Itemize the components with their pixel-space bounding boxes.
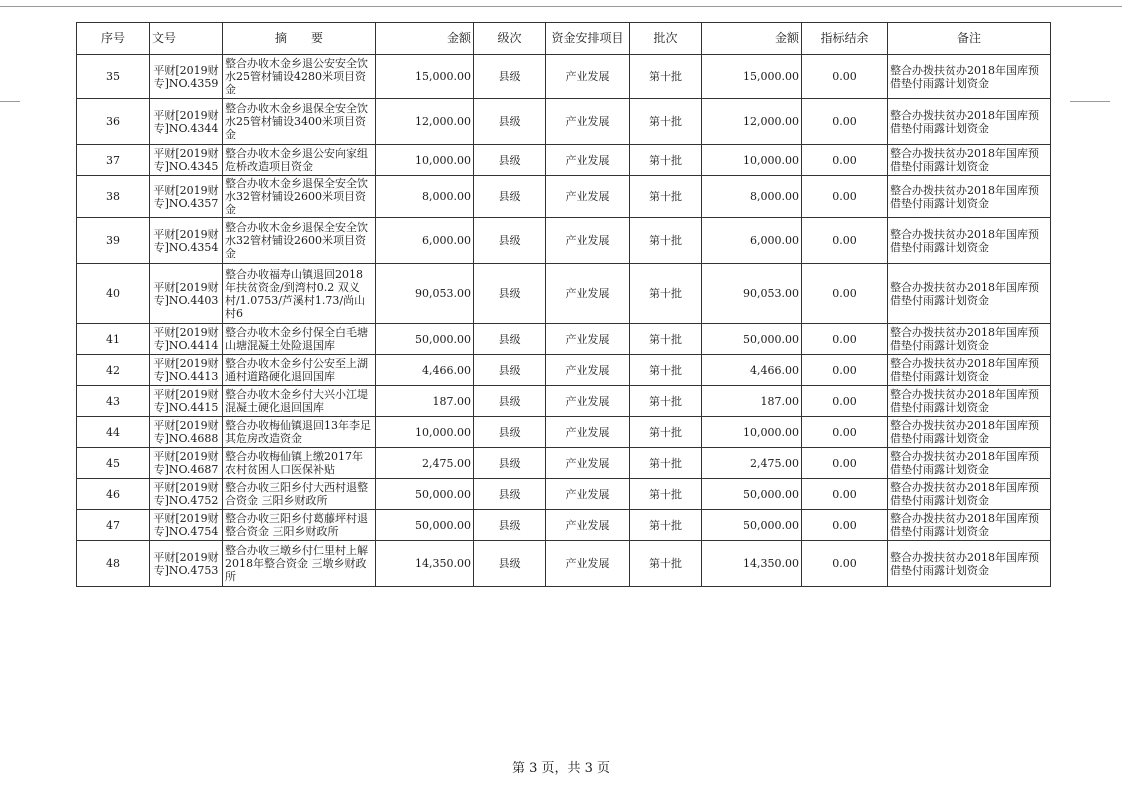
header-level: 级次 xyxy=(474,23,546,55)
cell-amount: 4,466.00 xyxy=(376,355,474,386)
cell-seq: 42 xyxy=(77,355,150,386)
cell-abstract: 整合办收木金乡退公安向家组危桥改造项目资金 xyxy=(223,145,376,176)
cell-doc-number: 平财[2019财专]NO.4359 xyxy=(150,55,223,99)
cell-level: 县级 xyxy=(474,386,546,417)
cell-abstract: 整合办收梅仙镇上缴2017年农村贫困人口医保补贴 xyxy=(223,448,376,479)
table-row xyxy=(77,386,1051,417)
cell-project: 产业发展 xyxy=(546,218,630,264)
cell-batch: 第十批 xyxy=(630,145,702,176)
cell-note: 整合办拨扶贫办2018年国库预借垫付雨露计划资金 xyxy=(888,386,1051,417)
table-row xyxy=(77,324,1051,355)
cell-batch: 第十批 xyxy=(630,417,702,448)
cell-doc-number: 平财[2019财专]NO.4357 xyxy=(150,176,223,218)
cell-project: 产业发展 xyxy=(546,176,630,218)
header-doc-number: 文号 xyxy=(150,23,223,55)
cell-seq: 41 xyxy=(77,324,150,355)
header-amount: 金额 xyxy=(376,23,474,55)
cell-level: 县级 xyxy=(474,145,546,176)
table-row xyxy=(77,145,1051,176)
header-batch: 批次 xyxy=(630,23,702,55)
cell-batch: 第十批 xyxy=(630,355,702,386)
cell-doc-number: 平财[2019财专]NO.4354 xyxy=(150,218,223,264)
cell-level: 县级 xyxy=(474,176,546,218)
cell-batch: 第十批 xyxy=(630,55,702,99)
cell-abstract: 整合办收三墩乡付仁里村上解2018年整合资金 三墩乡财政所 xyxy=(223,541,376,587)
cell-batch: 第十批 xyxy=(630,541,702,587)
cell-amount-2: 8,000.00 xyxy=(702,176,802,218)
cell-project: 产业发展 xyxy=(546,541,630,587)
cell-balance: 0.00 xyxy=(802,479,888,510)
cell-seq: 36 xyxy=(77,99,150,145)
cell-amount-2: 50,000.00 xyxy=(702,510,802,541)
cell-abstract: 整合办收木金乡退保全安全饮水25管材铺设3400米项目资金 xyxy=(223,99,376,145)
cell-level: 县级 xyxy=(474,55,546,99)
cell-batch: 第十批 xyxy=(630,264,702,324)
cell-amount: 50,000.00 xyxy=(376,510,474,541)
cell-abstract: 整合办收三阳乡付葛藤坪村退整合资金 三阳乡财政所 xyxy=(223,510,376,541)
cell-batch: 第十批 xyxy=(630,386,702,417)
cell-amount-2: 14,350.00 xyxy=(702,541,802,587)
cell-batch: 第十批 xyxy=(630,510,702,541)
cell-batch: 第十批 xyxy=(630,218,702,264)
table-row xyxy=(77,510,1051,541)
cell-abstract: 整合办收木金乡退保全安全饮水32管材铺设2600米项目资金 xyxy=(223,176,376,218)
cell-amount: 15,000.00 xyxy=(376,55,474,99)
cell-note: 整合办拨扶贫办2018年国库预借垫付雨露计划资金 xyxy=(888,264,1051,324)
page-number: 第 3 页，共 3 页 xyxy=(511,761,611,776)
cell-balance: 0.00 xyxy=(802,99,888,145)
header-abstract: 摘 要 xyxy=(223,23,376,55)
header-balance: 指标结余 xyxy=(802,23,888,55)
cell-doc-number: 平财[2019财专]NO.4754 xyxy=(150,510,223,541)
cell-abstract: 整合办收三阳乡付大西村退整合资金 三阳乡财政所 xyxy=(223,479,376,510)
cell-doc-number: 平财[2019财专]NO.4415 xyxy=(150,386,223,417)
cell-batch: 第十批 xyxy=(630,99,702,145)
cell-note: 整合办拨扶贫办2018年国库预借垫付雨露计划资金 xyxy=(888,355,1051,386)
cell-batch: 第十批 xyxy=(630,479,702,510)
cell-doc-number: 平财[2019财专]NO.4413 xyxy=(150,355,223,386)
cell-level: 县级 xyxy=(474,479,546,510)
cell-amount-2: 50,000.00 xyxy=(702,324,802,355)
cell-project: 产业发展 xyxy=(546,264,630,324)
cell-doc-number: 平财[2019财专]NO.4414 xyxy=(150,324,223,355)
cell-amount: 8,000.00 xyxy=(376,176,474,218)
header-note: 备注 xyxy=(888,23,1051,55)
cell-amount: 2,475.00 xyxy=(376,448,474,479)
cell-note: 整合办拨扶贫办2018年国库预借垫付雨露计划资金 xyxy=(888,324,1051,355)
cell-amount: 90,053.00 xyxy=(376,264,474,324)
cell-amount-2: 187.00 xyxy=(702,386,802,417)
cell-abstract: 整合办收福寿山镇退回2018年扶贫资金/到湾村0.2 双义村/1.0753/芦溪村1.73/尚山村6 xyxy=(223,264,376,324)
cell-seq: 35 xyxy=(77,55,150,99)
cell-doc-number: 平财[2019财专]NO.4344 xyxy=(150,99,223,145)
cell-doc-number: 平财[2019财专]NO.4345 xyxy=(150,145,223,176)
cell-amount: 10,000.00 xyxy=(376,417,474,448)
cell-doc-number: 平财[2019财专]NO.4753 xyxy=(150,541,223,587)
cell-note: 整合办拨扶贫办2018年国库预借垫付雨露计划资金 xyxy=(888,479,1051,510)
cell-amount: 187.00 xyxy=(376,386,474,417)
cell-project: 产业发展 xyxy=(546,448,630,479)
cell-abstract: 整合办收木金乡退保全安全饮水32管材铺设2600米项目资金 xyxy=(223,218,376,264)
cell-project: 产业发展 xyxy=(546,479,630,510)
cell-level: 县级 xyxy=(474,541,546,587)
cell-amount-2: 2,475.00 xyxy=(702,448,802,479)
cell-seq: 38 xyxy=(77,176,150,218)
cell-doc-number: 平财[2019财专]NO.4752 xyxy=(150,479,223,510)
cell-seq: 40 xyxy=(77,264,150,324)
cell-note: 整合办拨扶贫办2018年国库预借垫付雨露计划资金 xyxy=(888,541,1051,587)
cell-balance: 0.00 xyxy=(802,386,888,417)
cell-abstract: 整合办收木金乡付大兴小江堤混凝土硬化退回国库 xyxy=(223,386,376,417)
table-row xyxy=(77,355,1051,386)
scan-artifact-line xyxy=(1070,101,1110,102)
cell-note: 整合办拨扶贫办2018年国库预借垫付雨露计划资金 xyxy=(888,176,1051,218)
fund-table xyxy=(76,22,1051,587)
cell-level: 县级 xyxy=(474,510,546,541)
cell-amount: 10,000.00 xyxy=(376,145,474,176)
table-row xyxy=(77,218,1051,264)
cell-amount-2: 4,466.00 xyxy=(702,355,802,386)
cell-level: 县级 xyxy=(474,99,546,145)
cell-project: 产业发展 xyxy=(546,417,630,448)
cell-seq: 39 xyxy=(77,218,150,264)
cell-amount-2: 10,000.00 xyxy=(702,417,802,448)
cell-seq: 46 xyxy=(77,479,150,510)
table-header-row xyxy=(77,23,1051,55)
cell-amount: 50,000.00 xyxy=(376,324,474,355)
cell-project: 产业发展 xyxy=(546,510,630,541)
cell-balance: 0.00 xyxy=(802,176,888,218)
cell-balance: 0.00 xyxy=(802,355,888,386)
cell-doc-number: 平财[2019财专]NO.4687 xyxy=(150,448,223,479)
table-row xyxy=(77,99,1051,145)
cell-abstract: 整合办收木金乡付保全白毛塘山塘混凝土处险退国库 xyxy=(223,324,376,355)
header-project: 资金安排项目 xyxy=(546,23,630,55)
cell-seq: 45 xyxy=(77,448,150,479)
cell-amount-2: 10,000.00 xyxy=(702,145,802,176)
cell-amount-2: 12,000.00 xyxy=(702,99,802,145)
cell-balance: 0.00 xyxy=(802,145,888,176)
scan-artifact-line xyxy=(0,101,20,102)
cell-level: 县级 xyxy=(474,264,546,324)
cell-note: 整合办拨扶贫办2018年国库预借垫付雨露计划资金 xyxy=(888,218,1051,264)
cell-seq: 43 xyxy=(77,386,150,417)
cell-amount-2: 50,000.00 xyxy=(702,479,802,510)
cell-balance: 0.00 xyxy=(802,448,888,479)
cell-project: 产业发展 xyxy=(546,324,630,355)
cell-batch: 第十批 xyxy=(630,176,702,218)
header-amount-2: 金额 xyxy=(702,23,802,55)
cell-seq: 37 xyxy=(77,145,150,176)
cell-doc-number: 平财[2019财专]NO.4403 xyxy=(150,264,223,324)
cell-amount: 14,350.00 xyxy=(376,541,474,587)
cell-note: 整合办拨扶贫办2018年国库预借垫付雨露计划资金 xyxy=(888,145,1051,176)
table-row xyxy=(77,541,1051,587)
cell-balance: 0.00 xyxy=(802,510,888,541)
cell-doc-number: 平财[2019财专]NO.4688 xyxy=(150,417,223,448)
cell-project: 产业发展 xyxy=(546,386,630,417)
table-row xyxy=(77,479,1051,510)
cell-balance: 0.00 xyxy=(802,55,888,99)
cell-level: 县级 xyxy=(474,417,546,448)
cell-abstract: 整合办收木金乡付公安至上湖通村道路硬化退回国库 xyxy=(223,355,376,386)
table-row xyxy=(77,176,1051,218)
table-row xyxy=(77,417,1051,448)
cell-level: 县级 xyxy=(474,218,546,264)
cell-note: 整合办拨扶贫办2018年国库预借垫付雨露计划资金 xyxy=(888,448,1051,479)
cell-note: 整合办拨扶贫办2018年国库预借垫付雨露计划资金 xyxy=(888,510,1051,541)
cell-abstract: 整合办收木金乡退公安安全饮水25管材铺设4280米项目资金 xyxy=(223,55,376,99)
cell-balance: 0.00 xyxy=(802,541,888,587)
cell-amount-2: 15,000.00 xyxy=(702,55,802,99)
cell-project: 产业发展 xyxy=(546,55,630,99)
cell-amount-2: 6,000.00 xyxy=(702,218,802,264)
cell-note: 整合办拨扶贫办2018年国库预借垫付雨露计划资金 xyxy=(888,99,1051,145)
cell-amount: 6,000.00 xyxy=(376,218,474,264)
cell-seq: 47 xyxy=(77,510,150,541)
cell-seq: 48 xyxy=(77,541,150,587)
cell-amount: 50,000.00 xyxy=(376,479,474,510)
cell-project: 产业发展 xyxy=(546,355,630,386)
cell-project: 产业发展 xyxy=(546,145,630,176)
scan-artifact-line xyxy=(0,6,1122,7)
cell-project: 产业发展 xyxy=(546,99,630,145)
cell-abstract: 整合办收梅仙镇退回13年李足其危房改造资金 xyxy=(223,417,376,448)
cell-batch: 第十批 xyxy=(630,324,702,355)
header-seq: 序号 xyxy=(77,23,150,55)
cell-level: 县级 xyxy=(474,324,546,355)
cell-balance: 0.00 xyxy=(802,218,888,264)
cell-amount-2: 90,053.00 xyxy=(702,264,802,324)
cell-balance: 0.00 xyxy=(802,417,888,448)
cell-amount: 12,000.00 xyxy=(376,99,474,145)
table-row xyxy=(77,55,1051,99)
cell-level: 县级 xyxy=(474,355,546,386)
cell-balance: 0.00 xyxy=(802,324,888,355)
cell-balance: 0.00 xyxy=(802,264,888,324)
table-row xyxy=(77,264,1051,324)
cell-seq: 44 xyxy=(77,417,150,448)
cell-level: 县级 xyxy=(474,448,546,479)
cell-note: 整合办拨扶贫办2018年国库预借垫付雨露计划资金 xyxy=(888,417,1051,448)
cell-note: 整合办拨扶贫办2018年国库预借垫付雨露计划资金 xyxy=(888,55,1051,99)
table-row xyxy=(77,448,1051,479)
cell-batch: 第十批 xyxy=(630,448,702,479)
